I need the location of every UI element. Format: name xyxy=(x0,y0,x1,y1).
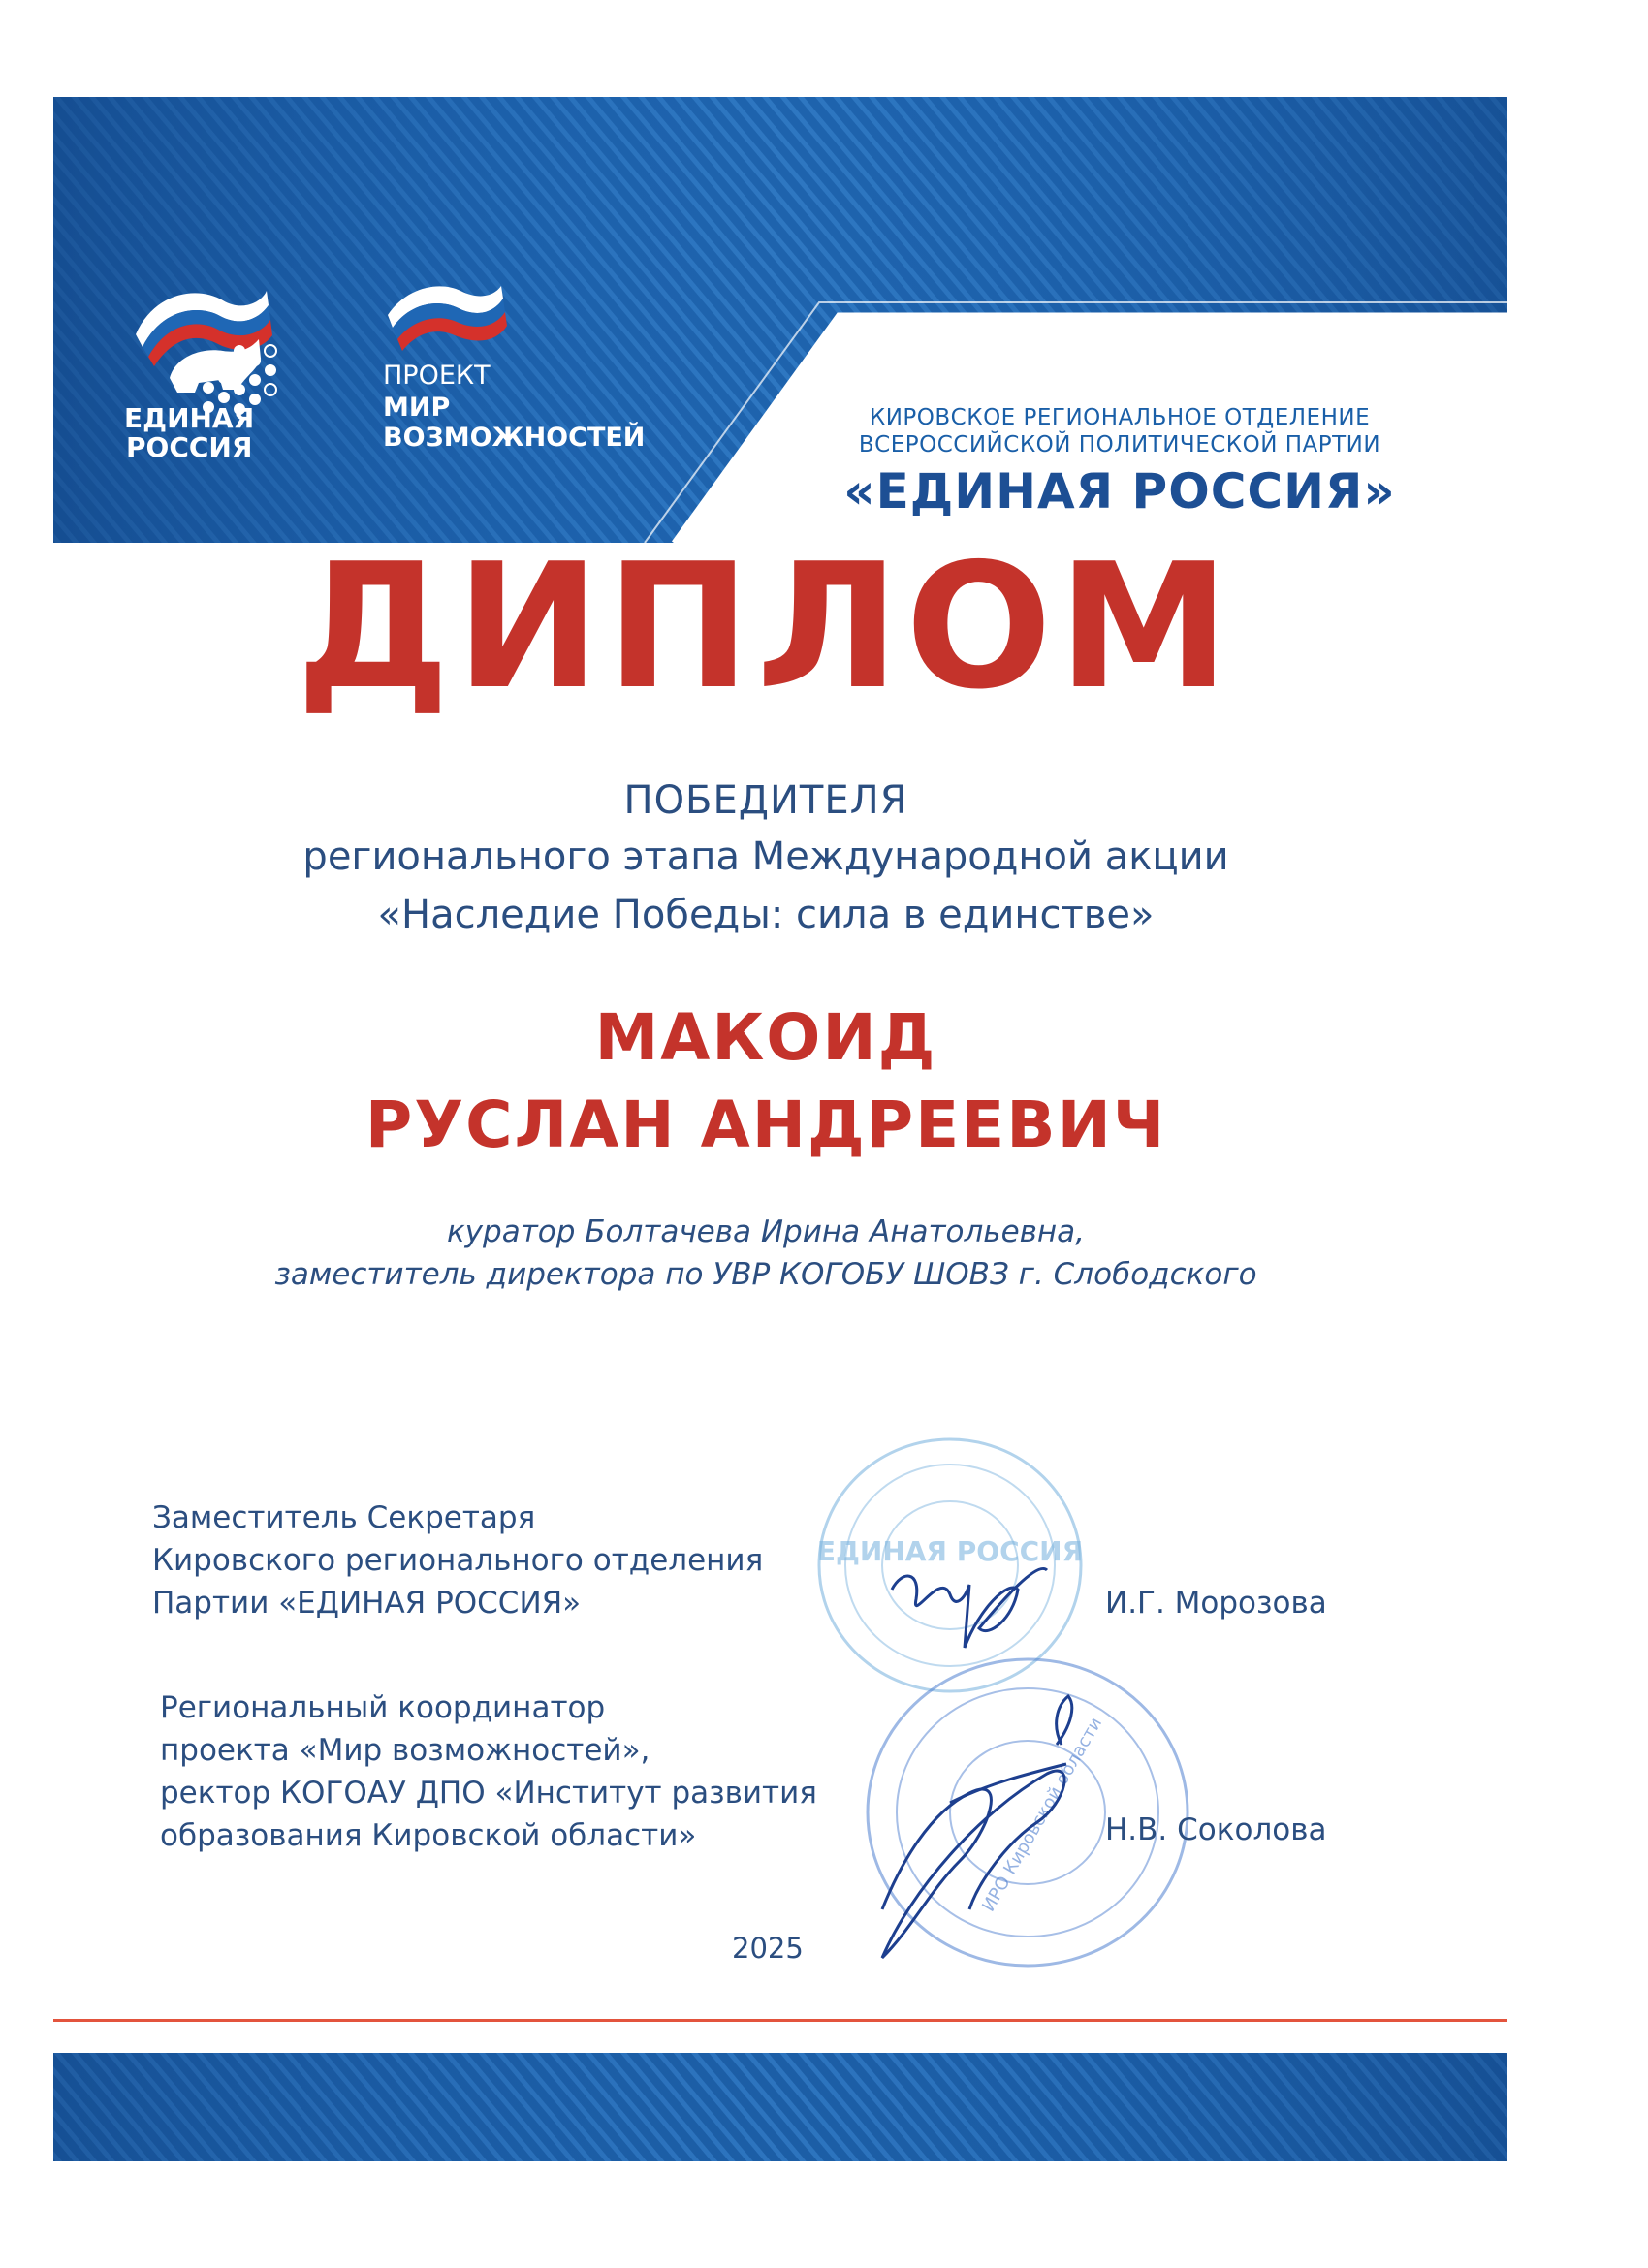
project-logo-text-line2: МИР xyxy=(383,393,451,423)
winner-label: ПОБЕДИТЕЛЯ xyxy=(623,778,908,823)
signatory-1-title-line3: Партии «ЕДИНАЯ РОССИЯ» xyxy=(152,1586,582,1621)
recipient-surname: МАКОИД xyxy=(594,1000,937,1075)
signatory-2-title-line4: образования Кировской области» xyxy=(160,1818,697,1853)
curator-line2: заместитель директора по УВР КОГОБУ ШОВЗ г. Слободского xyxy=(274,1257,1257,1292)
party-stamp xyxy=(805,1425,1095,1706)
curator-line1: куратор Болтачева Ирина Анатольевна, xyxy=(446,1214,1086,1249)
signatory-1-name: И.Г. Морозова xyxy=(1105,1586,1327,1621)
organization-line1: КИРОВСКОЕ РЕГИОНАЛЬНОЕ ОТДЕЛЕНИЕ xyxy=(869,405,1371,430)
project-logo-text-line3: ВОЗМОЖНОСТЕЙ xyxy=(383,423,646,453)
event-description-line1: регионального этапа Международной акции xyxy=(302,835,1229,879)
signatory-1-title-line1: Заместитель Секретаря xyxy=(152,1500,536,1535)
project-logo-text-line1: ПРОЕКТ xyxy=(383,361,491,391)
footer-divider xyxy=(53,2019,1507,2022)
diploma-title: ДИПЛОМ xyxy=(296,526,1236,727)
signatory-1-title-line2: Кировского регионального отделения xyxy=(152,1543,764,1578)
stamp-2-text: ИРО Кировской области xyxy=(978,1714,1107,1916)
signature-sokolova xyxy=(843,1667,1125,1987)
event-description-line2: «Наследие Победы: сила в единстве» xyxy=(377,893,1155,937)
organization-party-name: «ЕДИНАЯ РОССИЯ» xyxy=(843,463,1396,520)
signatory-2-title-line2: проекта «Мир возможностей», xyxy=(160,1733,650,1768)
signature-morozova xyxy=(872,1531,1115,1677)
diploma-year: 2025 xyxy=(732,1932,804,1965)
signatory-2-title-line1: Региональный координатор xyxy=(160,1690,606,1725)
footer-banner xyxy=(53,2053,1507,2161)
stamp-1-text: ЕДИНАЯ РОССИЯ xyxy=(816,1535,1084,1567)
edinaya-rossiya-logo-text-line2: РОССИЯ xyxy=(126,431,253,463)
edinaya-rossiya-logo-text-line1: ЕДИНАЯ xyxy=(124,402,255,434)
organization-line2: ВСЕРОССИЙСКОЙ ПОЛИТИЧЕСКОЙ ПАРТИИ xyxy=(858,432,1381,457)
signatory-2-title-line3: ректор КОГОАУ ДПО «Институт развития xyxy=(160,1776,817,1811)
signatory-2-name: Н.В. Соколова xyxy=(1105,1812,1327,1847)
recipient-given-names: РУСЛАН АНДРЕЕВИЧ xyxy=(364,1087,1167,1162)
